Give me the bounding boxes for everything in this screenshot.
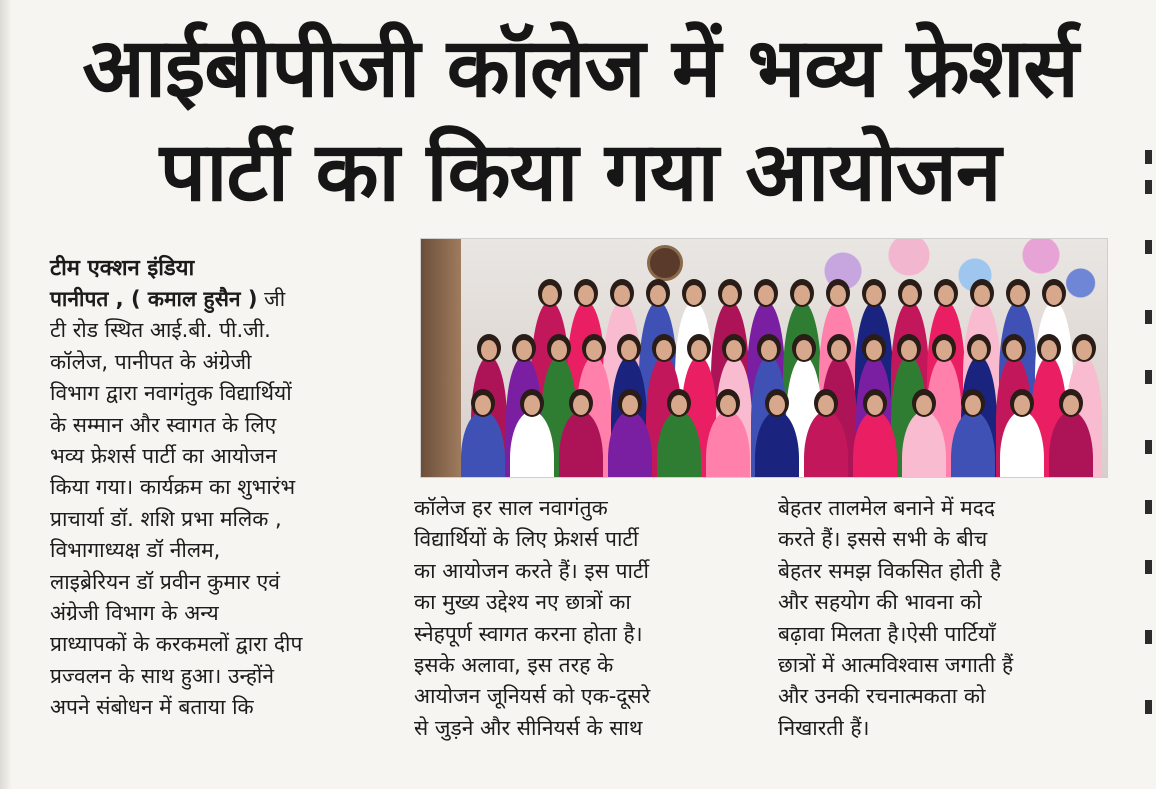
text-fragment <box>1145 240 1152 254</box>
article-line: बेहतर तालमेल बनाने में मदद <box>778 496 996 520</box>
article-column-2 <box>414 493 744 744</box>
article-line: विभागाध्यक्ष डॉ नीलम, <box>50 538 221 563</box>
photo-person-face <box>831 340 847 360</box>
article-line: विभाग द्वारा नवागंतुक विद्यार्थियों <box>50 381 292 406</box>
photo-person-face <box>761 340 777 360</box>
photo-person-face <box>1046 285 1062 305</box>
photo-person-face <box>1010 285 1026 305</box>
photo-person-face <box>551 340 567 360</box>
photo-person-face <box>573 395 589 415</box>
article-line: और सहयोग की भावना को <box>778 590 982 615</box>
article-line: और उनकी रचनात्मकता को <box>778 684 986 709</box>
article-line: किया गया। कार्यक्रम का शुभारंभ <box>50 475 296 500</box>
article-line: बेहतर समझ विकसित होती है <box>778 558 1002 583</box>
photo-person-face <box>481 340 497 360</box>
photo-person-face <box>650 285 666 305</box>
photo-person-face <box>720 395 736 415</box>
byline: टीम एक्शन इंडिया <box>50 256 195 281</box>
article-column-1 <box>50 284 390 724</box>
text-fragment <box>1145 370 1152 384</box>
article-line: अपने संबोधन में बताया कि <box>50 695 254 720</box>
article-line: आयोजन जूनियर्स को एक-दूसरे <box>414 684 651 709</box>
photo-person-face <box>769 395 785 415</box>
photo-person-face <box>971 340 987 360</box>
photo-person-face <box>936 340 952 360</box>
photo-curtain <box>421 239 461 477</box>
article-line: स्नेहपूर्ण स्वागत करना होता है। <box>414 621 643 646</box>
photo-person-face <box>516 340 532 360</box>
page-edge-shadow <box>0 0 12 789</box>
event-group-photo <box>420 238 1108 478</box>
text-fragment <box>1145 310 1152 324</box>
photo-person-face <box>916 395 932 415</box>
article-line: का आयोजन करते हैं। इस पार्टी <box>414 558 649 583</box>
article-line: के सम्मान और स्वागत के लिए <box>50 412 277 437</box>
text-fragment <box>1145 500 1152 514</box>
photo-person-face <box>524 395 540 415</box>
article-line: लाइब्रेरियन डॉ प्रवीन कुमार एवं <box>50 569 280 594</box>
headline-line-2: पार्टी का किया गया आयोजन <box>159 125 1001 220</box>
photo-person-face <box>866 285 882 305</box>
photo-person-face <box>938 285 954 305</box>
text-fragment <box>1145 150 1152 164</box>
photo-person-face <box>722 285 738 305</box>
photo-person-face <box>974 285 990 305</box>
photo-person-face <box>830 285 846 305</box>
photo-person-face <box>726 340 742 360</box>
article-line: कॉलेज, पानीपत के अंग्रेजी <box>50 349 252 374</box>
article-line: कॉलेज हर साल नवागंतुक <box>414 496 608 520</box>
dateline-rest: जी <box>257 287 286 311</box>
photo-person-face <box>965 395 981 415</box>
article-line: प्राध्यापकों के करकमलों द्वारा दीप <box>50 632 303 657</box>
photo-person-face <box>542 285 558 305</box>
article-line: निखारती हैं। <box>778 715 870 740</box>
photo-person-face <box>621 340 637 360</box>
photo-person-face <box>866 340 882 360</box>
photo-person-face <box>1063 395 1079 415</box>
photo-person-face <box>671 395 687 415</box>
photo-person-face <box>614 285 630 305</box>
article-column-3 <box>778 493 1108 744</box>
article-line: बढ़ावा मिलता है।ऐसी पार्टियाँ <box>778 621 996 646</box>
article-line: प्रज्वलन के साथ हुआ। उन्होंने <box>50 663 275 688</box>
adjacent-column-fragment <box>1140 140 1156 780</box>
text-fragment <box>1145 560 1152 574</box>
photo-person-face <box>1076 340 1092 360</box>
article-line: करते हैं। इससे सभी के बीच <box>778 527 988 552</box>
photo-person-face <box>586 340 602 360</box>
photo-person-face <box>691 340 707 360</box>
photo-person-face <box>758 285 774 305</box>
article-line: से जुड़ने और सीनियर्स के साथ <box>414 715 643 740</box>
article-line: अंग्रेजी विभाग के अन्य <box>50 601 219 626</box>
photo-person-face <box>1014 395 1030 415</box>
text-fragment <box>1145 630 1152 644</box>
article-line: का मुख्य उद्देश्य नए छात्रों का <box>414 590 631 615</box>
text-fragment <box>1145 180 1152 194</box>
text-fragment <box>1145 700 1152 714</box>
photo-person-face <box>818 395 834 415</box>
article-line: प्राचार्या डॉ. शशि प्रभा मलिक , <box>50 506 282 531</box>
article-line: टी रोड स्थित आई.बी. पी.जी. <box>50 318 271 343</box>
photo-person-face <box>1041 340 1057 360</box>
photo-person-face <box>901 340 917 360</box>
photo-person-face <box>1006 340 1022 360</box>
photo-person-face <box>656 340 672 360</box>
article-line: विद्यार्थियों के लिए फ्रेशर्स पार्टी <box>414 527 639 552</box>
photo-person-face <box>475 395 491 415</box>
article-line: छात्रों में आत्मविश्वास जगाती हैं <box>778 653 1014 678</box>
article-line: भव्य फ्रेशर्स पार्टी का आयोजन <box>50 444 277 469</box>
headline-line-1: आईबीपीजी कॉलेज में भव्य फ्रेशर्स <box>82 21 1078 116</box>
photo-person-face <box>578 285 594 305</box>
photo-person-face <box>686 285 702 305</box>
article-line <box>50 284 390 315</box>
photo-wall-clock <box>647 245 683 281</box>
photo-person-face <box>622 395 638 415</box>
photo-person-face <box>794 285 810 305</box>
photo-person-face <box>867 395 883 415</box>
article-line: इसके अलावा, इस तरह के <box>414 653 614 678</box>
photo-person-face <box>796 340 812 360</box>
photo-person-face <box>902 285 918 305</box>
text-fragment <box>1145 440 1152 454</box>
dateline: पानीपत , ( कमाल हुसैन ) <box>50 287 258 311</box>
